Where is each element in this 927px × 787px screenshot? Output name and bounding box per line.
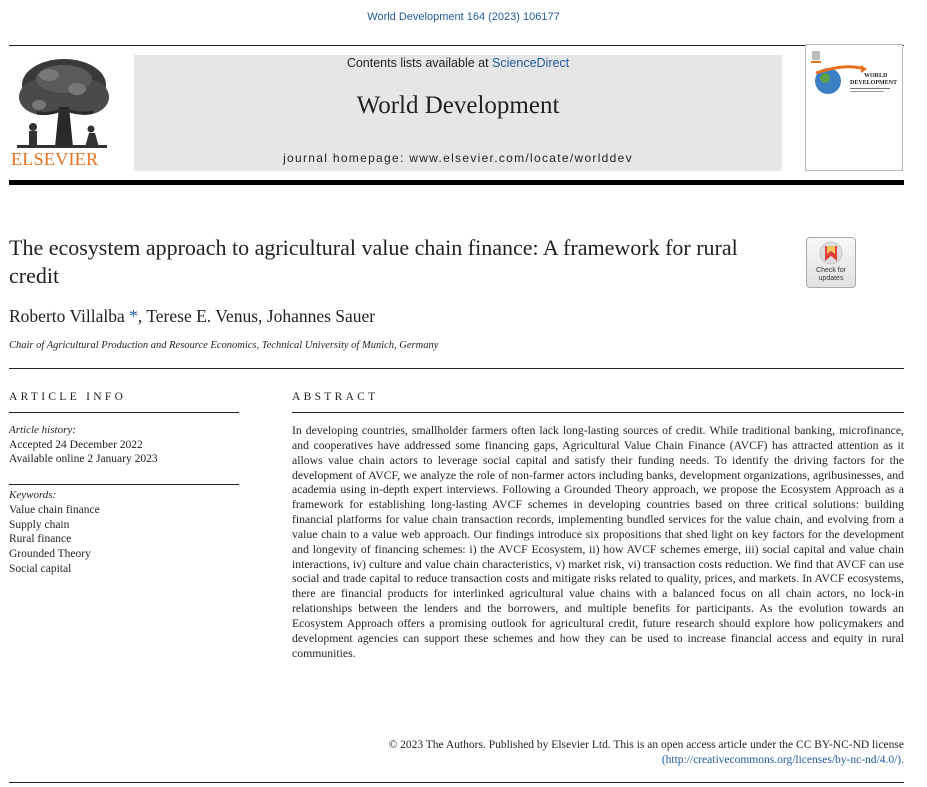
check-updates-line1: Check for	[816, 267, 846, 274]
article-history	[9, 423, 158, 467]
author-list	[9, 306, 375, 327]
journal-homepage[interactable]: journal homepage: www.elsevier.com/locate/worlddev	[283, 151, 633, 165]
journal-name[interactable]: World Development	[356, 92, 560, 119]
article-info-rule	[9, 412, 239, 413]
keyword-item: Value chain finance	[9, 503, 100, 516]
cover-globe-land	[820, 73, 830, 83]
journal-citation[interactable]: World Development 164 (2023) 106177	[367, 11, 560, 23]
tree-canopy	[19, 59, 109, 115]
abstract-rule	[292, 412, 904, 413]
cover-publisher-mark-base	[811, 61, 821, 63]
article-info-heading: ARTICLE INFO	[9, 391, 127, 403]
abstract-text: In developing countries, smallholder farmers often lack long-lasting sources of credit. While traditional banking, microfinance, and cooperatives have addressed some financing gaps, Agricultural Value Chain Finance (AVCF) has attracted attention as it allows value chain actors to leverage social capital and satisfy their funding needs. To identify the driving factors for the development of AVCF, we analyze the role of non-farmer actors including banks, development organizations, agribusinesses, and academia using in-depth expert interviews. Following a Grounded Theory approach, we propose the Ecosystem Approach as a framework for establishing long-lasting AVCF schemes in developing countries based on three critical solutions: building financial platforms for value chain transaction records, implementing bundled services for the value chain, and evolving from a value chain to a value web approach. Our findings introduce six propositions that shed light on key factors for the development and longevity of financing schemes: i) the AVCF Ecosystem, ii) how AVCF schemes emerge, iii) social capital and value chain interactions, iv) culture and value chain characteristics, v) market risk, vi) transaction costs reduction. We find that AVCF can use social and trade capital to reduce transaction costs and mitigate risks related to quality, prices, and markets. In AVCF ecosystems, there are financial products for interlinked agricultural value chains with a balanced focus on all chain actors, no lock-in relationships between the lenders and the borrowers, and multiple benefits for participants. As the evolution towards an Ecosystem Approach offers a promising outlook for agricultural credit, future research should explore how policymakers and development agencies can support these schemes and how they can be used to increase financial access and equity in rural communities.	[292, 424, 904, 660]
cover-title-line1: WORLD	[864, 73, 888, 79]
check-for-updates-label	[807, 267, 855, 282]
keyword-item: Rural finance	[9, 533, 72, 546]
cover-publisher-mark	[812, 51, 820, 60]
copyright-text: © 2023 The Authors. Published by Elsevier Ltd. This is an open access article under the CC BY-NC-ND license	[388, 739, 904, 751]
license-link[interactable]: (http://creativecommons.org/licenses/by-nc-nd/4.0/).	[661, 754, 904, 766]
keyword-item: Social capital	[9, 562, 72, 575]
corresponding-author-mark[interactable]: *	[129, 306, 138, 326]
coauthor-names[interactable]: , Terese E. Venus, Johannes Sauer	[137, 306, 376, 326]
keywords-block	[9, 488, 100, 577]
keywords-rule	[9, 484, 239, 485]
keyword-item: Grounded Theory	[9, 548, 91, 561]
abstract-heading: ABSTRACT	[292, 391, 379, 403]
keywords-heading: Keywords:	[9, 489, 57, 501]
author-name[interactable]: Roberto Villalba	[9, 306, 125, 326]
cover-arrow-head	[861, 65, 867, 73]
contents-availability	[134, 56, 782, 70]
elsevier-wordmark: ELSEVIER	[11, 149, 99, 169]
masthead-top-rule	[9, 45, 904, 46]
history-heading: Article history:	[9, 424, 76, 436]
accepted-date: Accepted 24 December 2022	[9, 438, 143, 451]
check-updates-line2: updates	[818, 274, 844, 282]
bookmark-icon	[807, 238, 855, 268]
cover-title-line2: DEVELOPMENT	[850, 80, 898, 86]
copyright-notice	[292, 738, 904, 768]
ground	[17, 145, 107, 148]
article-title: The ecosystem approach to agricultural value chain finance: A framework for rural credit	[9, 235, 738, 288]
cover-artwork	[806, 45, 902, 170]
check-for-updates-button[interactable]	[806, 237, 856, 288]
section-rule	[9, 368, 904, 369]
masthead-thick-rule	[9, 180, 904, 185]
tree-trunk	[37, 107, 93, 147]
sciencedirect-link[interactable]: ScienceDirect	[492, 56, 570, 70]
journal-cover-thumbnail[interactable]	[805, 44, 903, 171]
author-affiliation: Chair of Agricultural Production and Resource Economics, Technical University of Munich, Germany	[9, 340, 439, 351]
cover-subline	[850, 91, 884, 92]
bottom-rule	[9, 782, 904, 783]
cover-subline	[850, 88, 890, 89]
keyword-item: Supply chain	[9, 518, 70, 531]
cover-arrow	[816, 67, 864, 73]
available-online-date: Available online 2 January 2023	[9, 453, 158, 466]
contents-prefix: Contents lists available at	[346, 56, 493, 70]
